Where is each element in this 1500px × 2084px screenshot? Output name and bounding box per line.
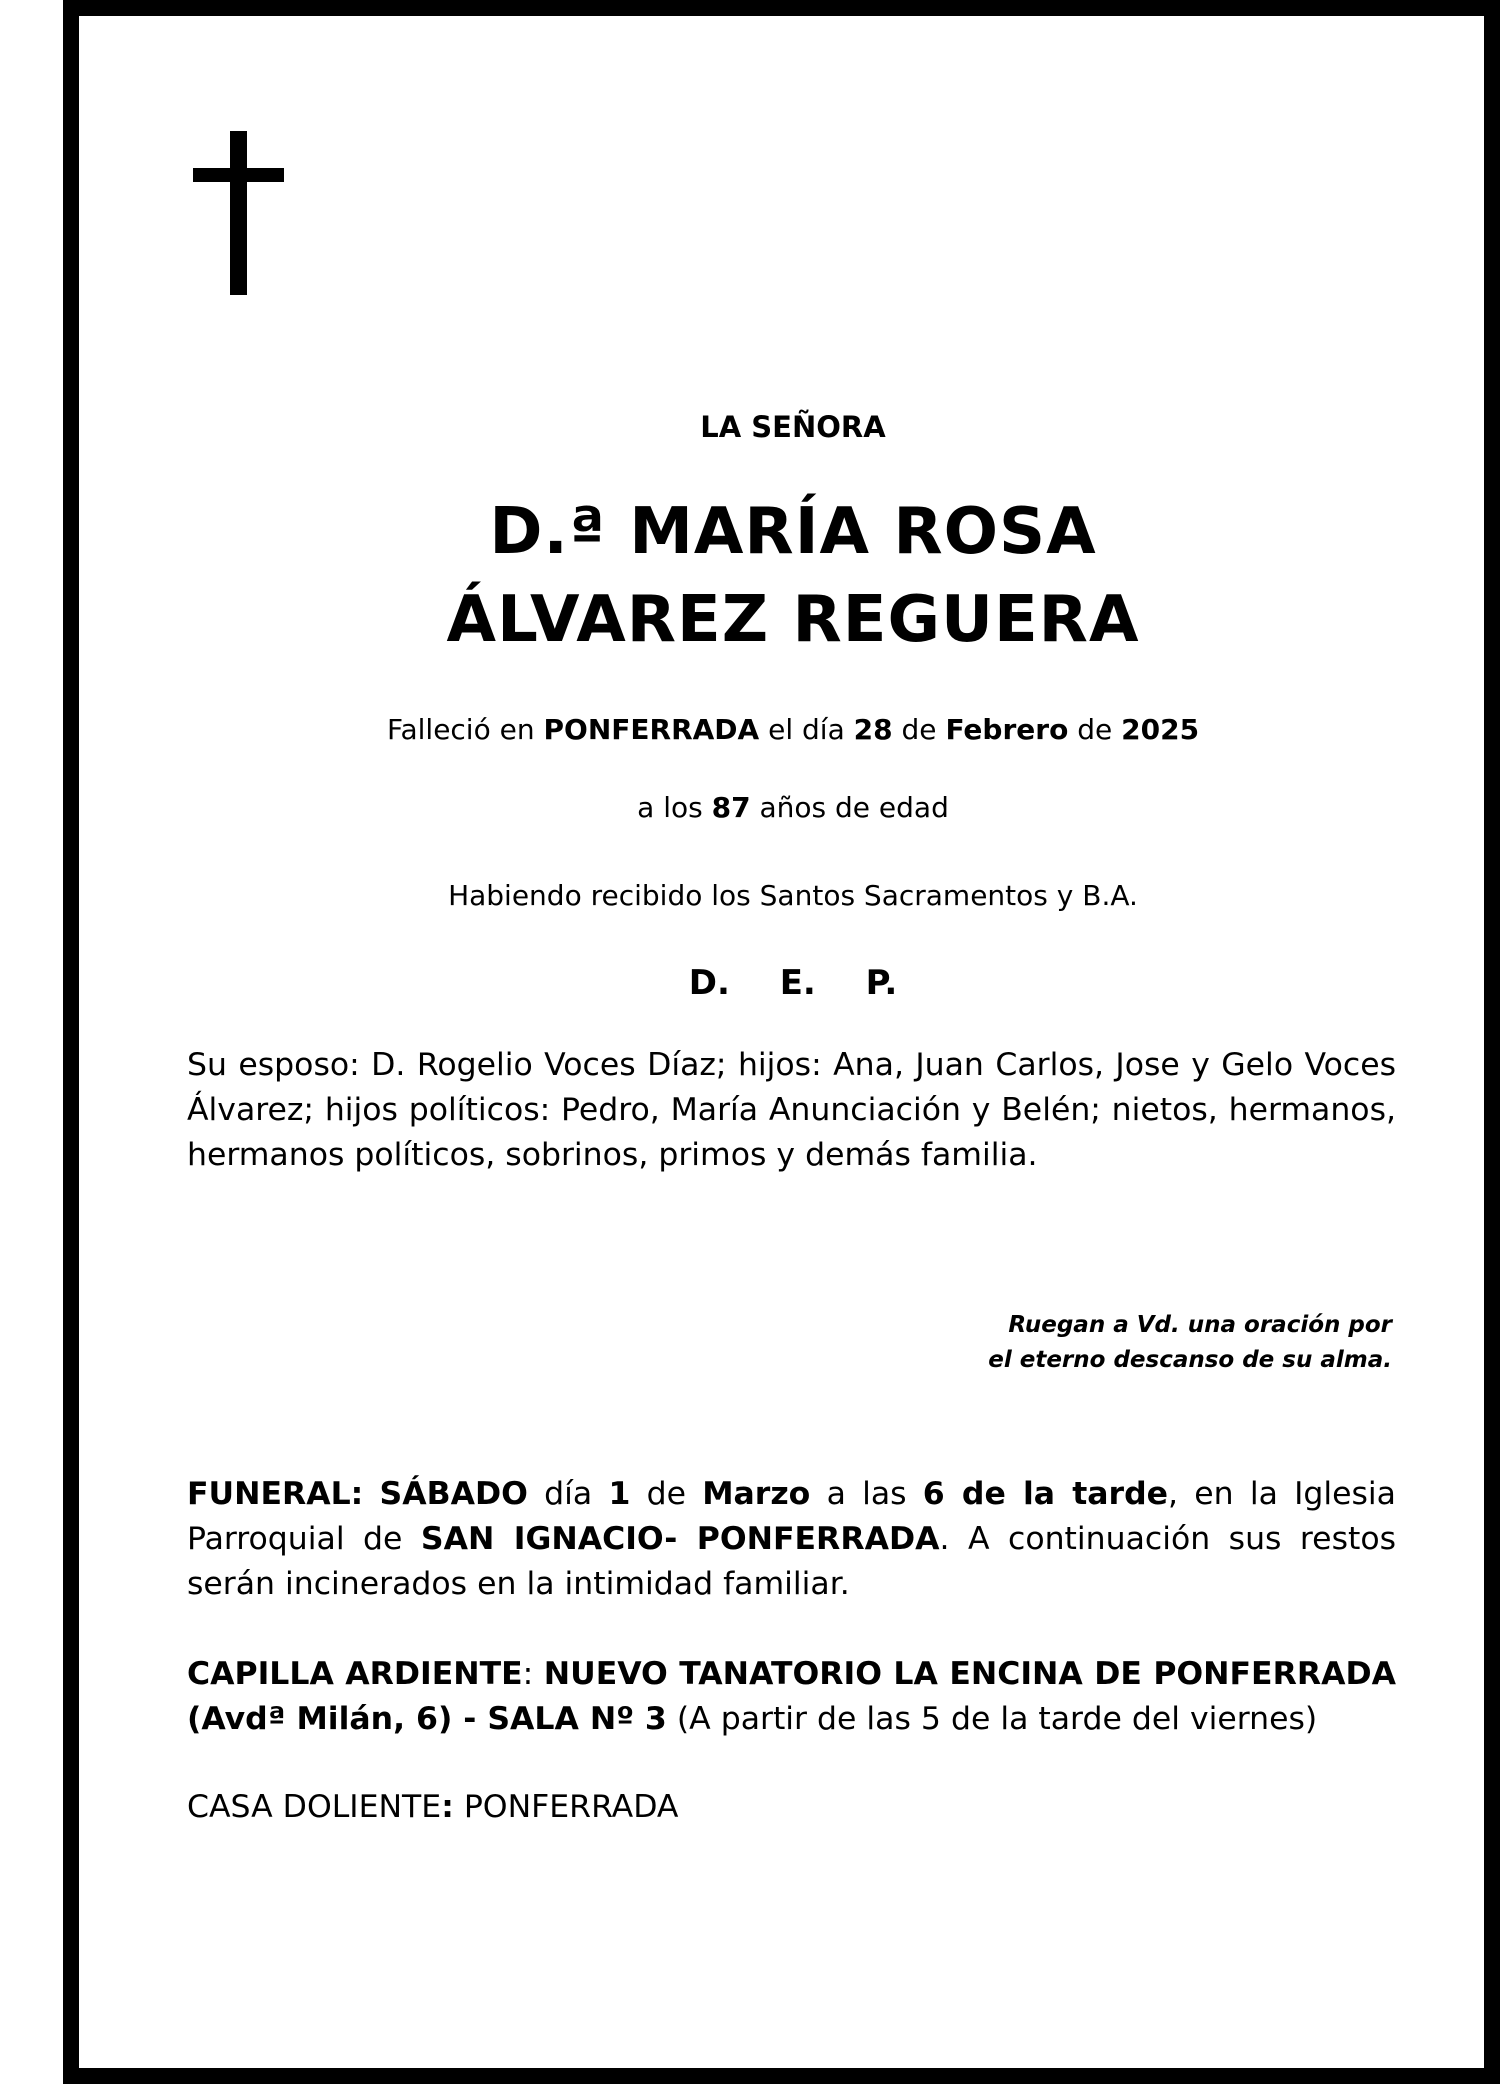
text: : (522, 1656, 534, 1692)
house-value: PONFERRADA (463, 1789, 679, 1825)
cross-horizontal-bar (193, 168, 284, 182)
death-info (186, 713, 1400, 746)
family-paragraph: Su esposo: D. Rogelio Voces Díaz; hijos: Ana, Juan Carlos, Jose y Gelo Voces Álvarez; hijos políticos: Pedro, María Anunciación y Belén; nietos, hermanos, hermanos políticos, sobrinos, primos y demás familia. (187, 1047, 1396, 1173)
death-place: PONFERRADA (543, 713, 760, 746)
chapel-label: CAPILLA ARDIENTE (187, 1656, 523, 1692)
deceased-name (186, 488, 1400, 664)
text: : (441, 1789, 454, 1825)
chapel-paragraph (187, 1652, 1396, 1742)
text: de (646, 1476, 686, 1512)
text: a las (826, 1476, 907, 1512)
prayer-request (988, 1308, 1392, 1378)
text: Falleció en (386, 713, 535, 746)
text: , en la Iglesia Parroquial de (187, 1476, 1396, 1557)
text: a los (637, 791, 703, 824)
rip-abbreviation: D. E. P. (688, 963, 898, 1003)
text: el día (768, 713, 845, 746)
death-year: 2025 (1121, 713, 1200, 746)
name-line-2: ÁLVAREZ REGUERA (446, 583, 1140, 657)
text: día (544, 1476, 593, 1512)
text: . A continuación sus restos serán incinerados en la intimidad familiar. (187, 1521, 1397, 1602)
funeral-month: Marzo (702, 1476, 811, 1512)
prayer-line-1: Ruegan a Vd. una oración por (1008, 1312, 1392, 1338)
title-label: LA SEÑORA (700, 410, 886, 444)
funeral-weekday: SÁBADO (379, 1476, 528, 1512)
death-day: 28 (853, 713, 893, 746)
chapel-note: (A partir de las 5 de la tarde del viernes) (676, 1701, 1318, 1737)
age-value: 87 (711, 791, 751, 824)
house-line (187, 1785, 1396, 1830)
chapel-venue: NUEVO TANATORIO LA ENCINA DE PONFERRADA (Avdª Milán, 6) - SALA Nº 3 (187, 1656, 1396, 1737)
cross-vertical-bar (230, 131, 247, 295)
house-label: CASA DOLIENTE (187, 1789, 442, 1825)
text: de (901, 713, 937, 746)
funeral-day: 1 (608, 1476, 631, 1512)
death-month: Febrero (945, 713, 1069, 746)
funeral-church: SAN IGNACIO- PONFERRADA (420, 1521, 940, 1557)
text: años de edad (759, 791, 949, 824)
name-line-1: D.ª MARÍA ROSA (489, 495, 1097, 569)
age-info (186, 791, 1400, 824)
funeral-label: FUNERAL: (187, 1476, 364, 1512)
funeral-paragraph (187, 1472, 1396, 1607)
funeral-time: 6 de la tarde (922, 1476, 1168, 1512)
prayer-line-2: el eterno descanso de su alma. (988, 1347, 1392, 1373)
black-border-frame (63, 0, 1500, 2084)
sacraments-line: Habiendo recibido los Santos Sacramentos y B.A. (448, 879, 1138, 912)
text: de (1077, 713, 1113, 746)
